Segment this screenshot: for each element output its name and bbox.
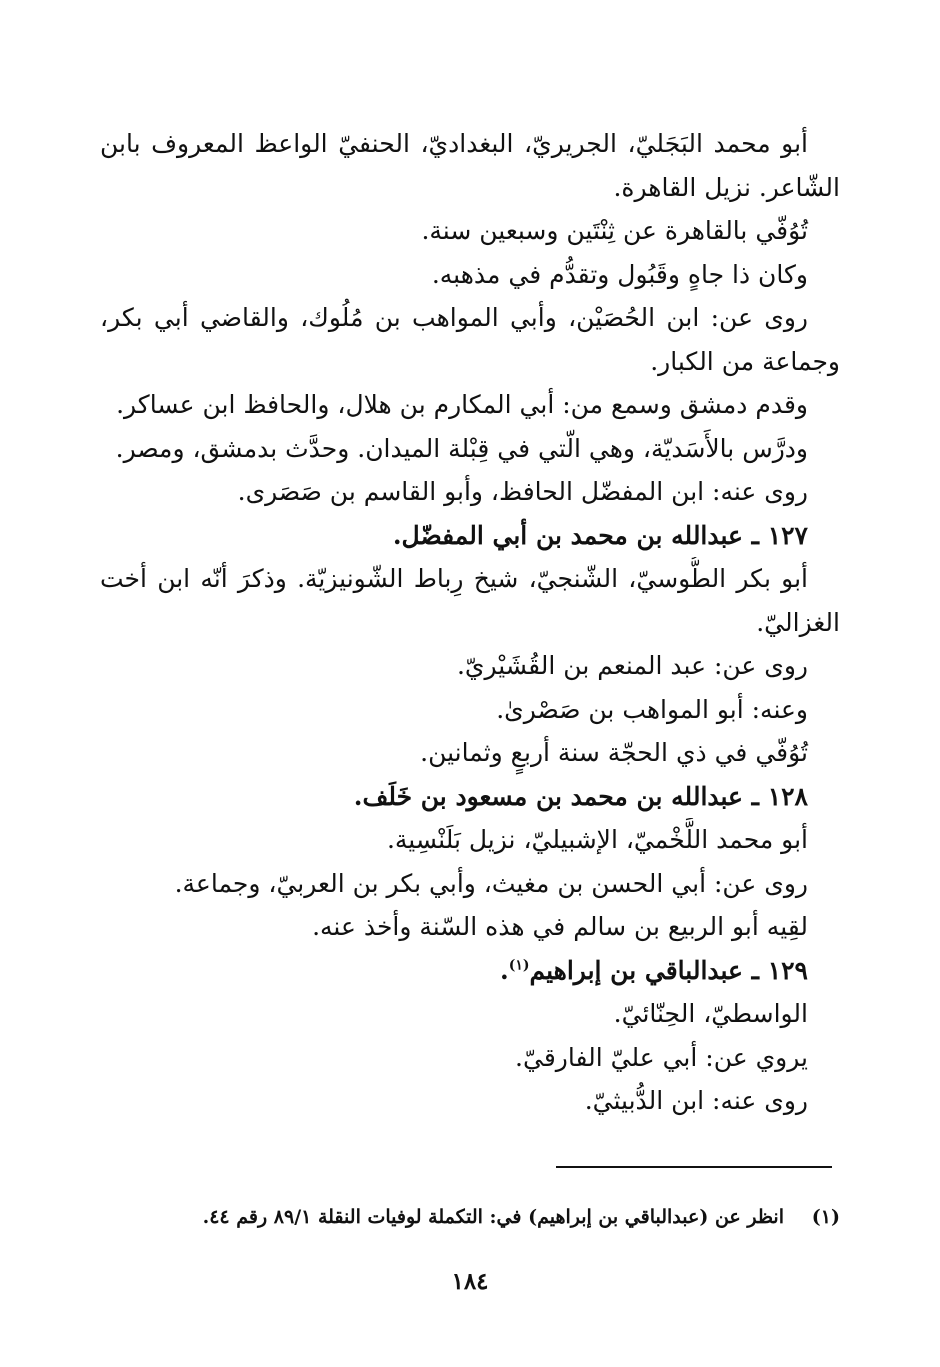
text-line: ودرَّس بالأَسَديّة، وهي الّتي في قِبْلة الميدان. وحدَّث بدمشق، ومصر. bbox=[115, 433, 808, 463]
text-line: يروي عن: أبي عليّ الفارقيّ. bbox=[515, 1042, 808, 1072]
text-line: تُوُفّي في ذي الحجّة سنة أربعٍ وثمانين. bbox=[420, 738, 808, 767]
text-line: وعنه: أبو المواهب بن صَصْرىٰ. bbox=[496, 694, 808, 724]
entry-heading-129 bbox=[100, 949, 840, 993]
text-line: روى عن: أبي الحسن بن مغيث، وأبي بكر بن العربيّ، وجماعة. bbox=[174, 868, 808, 898]
footnote-divider bbox=[556, 1166, 832, 1168]
entry-heading-128: ١٢٨ ـ عبدالله بن محمد بن مسعود بن خَلَف. bbox=[353, 781, 808, 811]
text-line: لقِيه أبو الربيع بن سالم في هذه السّنة وأخذ عنه. bbox=[312, 912, 808, 941]
page-number: ١٨٤ bbox=[451, 1268, 489, 1295]
entry-heading-127: ١٢٧ ـ عبدالله بن محمد بن أبي المفضّل. bbox=[392, 520, 808, 550]
text-line: روى عن: عبد المنعم بن القُشَيْريّ. bbox=[456, 651, 808, 680]
text-line: وكان ذا جاهٍ وقَبُول وتقدُّم في مذهبه. bbox=[431, 259, 808, 289]
text-line: أبو بكر الطُّوسيّ، الشّنجيّ، شيخ رِباط الشّونيزيّة. وذكرَ أنّه ابن أخت bbox=[100, 564, 808, 593]
text-line: الشّاعر. نزيل القاهرة. bbox=[613, 172, 840, 202]
heading-period: . bbox=[499, 955, 509, 985]
text-line: أبو محمد اللَّخْميّ، الإشبيليّ، نزيل بَلَنْسِية. bbox=[386, 825, 808, 854]
text-line: روى عن: ابن الحُصَيْن، وأبي المواهب بن مُلُوك، والقاضي أبي بكر، bbox=[100, 303, 808, 332]
text-line: روى عنه: ابن المفضّل الحافظ، وأبو القاسم بن صَصَرى. bbox=[237, 477, 808, 506]
text-line: وقدم دمشق وسمع من: أبي المكارم بن هلال، والحافظ ابن عساكر. bbox=[116, 390, 808, 419]
text-line: الواسطيّ، الحِنّائيّ. bbox=[613, 999, 808, 1028]
text-line: تُوُفّي بالقاهرة عن ثِنْتَين وسبعين سنة. bbox=[421, 216, 808, 245]
text-line: روى عنه: ابن الدُّبيثيّ. bbox=[584, 1086, 808, 1115]
text-line: وجماعة من الكبار. bbox=[650, 346, 840, 376]
entry-heading-129-text: ١٢٩ ـ عبدالباقي بن إبراهيم bbox=[529, 955, 808, 985]
main-text bbox=[100, 122, 840, 1123]
footnote-text: انظر عن (عبدالباقي بن إبراهيم) في: التكملة لوفيات النقلة ٨٩/١ رقم ٤٤. bbox=[202, 1206, 784, 1228]
text-line: أبو محمد البَجَليّ، الجريريّ، البغداديّ، الحنفيّ الواعظ المعروف بابن bbox=[100, 129, 808, 158]
text-line: الغزاليّ. bbox=[756, 607, 840, 637]
footnote-reference: (١) bbox=[508, 957, 530, 974]
footnote-number: (١) bbox=[811, 1206, 840, 1228]
footnote bbox=[100, 1203, 840, 1231]
